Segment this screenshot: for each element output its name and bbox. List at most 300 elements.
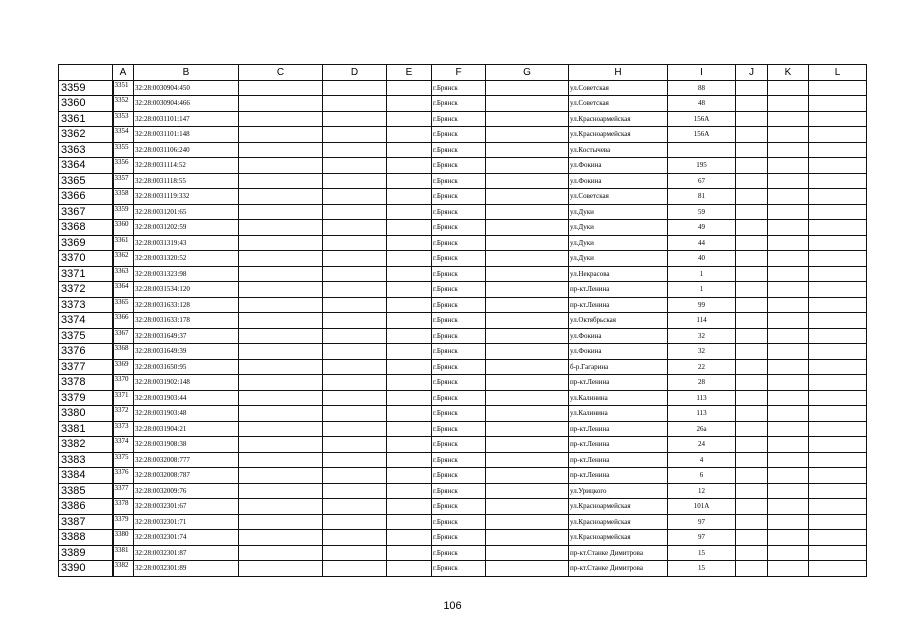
- row-number: 3365: [59, 173, 113, 189]
- cell-d: [323, 158, 387, 174]
- cell-d: [323, 406, 387, 422]
- cell-e: [387, 375, 432, 391]
- cell-a: 3353: [113, 111, 134, 127]
- cell-k: [768, 142, 809, 158]
- cell-b: 32:28:0031633:178: [134, 313, 239, 329]
- cell-l: [809, 235, 867, 251]
- cell-c: [239, 344, 323, 360]
- cell-d: [323, 390, 387, 406]
- row-number: 3387: [59, 514, 113, 530]
- cell-f: г.Брянск: [432, 313, 486, 329]
- cell-c: [239, 545, 323, 561]
- cell-d: [323, 80, 387, 96]
- cell-a: 3351: [113, 80, 134, 96]
- cell-d: [323, 266, 387, 282]
- cell-d: [323, 313, 387, 329]
- cell-e: [387, 282, 432, 298]
- cell-l: [809, 80, 867, 96]
- cell-j: [736, 220, 768, 236]
- cell-e: [387, 483, 432, 499]
- table-body: [59, 80, 867, 576]
- table-row: [59, 437, 867, 453]
- row-number: 3376: [59, 344, 113, 360]
- row-number: 3363: [59, 142, 113, 158]
- cell-g: [486, 189, 569, 205]
- cell-b: 32:28:0031902:148: [134, 375, 239, 391]
- cell-k: [768, 235, 809, 251]
- cell-l: [809, 204, 867, 220]
- cell-a: 3371: [113, 390, 134, 406]
- cell-b: 32:28:0031649:39: [134, 344, 239, 360]
- cell-c: [239, 359, 323, 375]
- cell-j: [736, 437, 768, 453]
- cell-i: 156А: [668, 127, 736, 143]
- cell-j: [736, 561, 768, 577]
- cell-l: [809, 111, 867, 127]
- cell-j: [736, 282, 768, 298]
- cell-a: 3368: [113, 344, 134, 360]
- cell-c: [239, 499, 323, 515]
- cell-h: ул.Костычева: [569, 142, 668, 158]
- cell-b: 32:28:0031114:52: [134, 158, 239, 174]
- cell-j: [736, 375, 768, 391]
- cell-j: [736, 390, 768, 406]
- cell-i: 113: [668, 390, 736, 406]
- cell-l: [809, 499, 867, 515]
- cell-b: 32:28:0032008:777: [134, 452, 239, 468]
- cell-g: [486, 80, 569, 96]
- cell-j: [736, 452, 768, 468]
- cell-a: 3358: [113, 189, 134, 205]
- column-header-row: [59, 65, 867, 81]
- cell-i: 4: [668, 452, 736, 468]
- cell-f: г.Брянск: [432, 514, 486, 530]
- cell-i: 48: [668, 96, 736, 112]
- cell-k: [768, 96, 809, 112]
- cell-i: 1: [668, 266, 736, 282]
- cell-h: пр-кт.Ленина: [569, 421, 668, 437]
- cell-d: [323, 530, 387, 546]
- cell-c: [239, 142, 323, 158]
- cell-k: [768, 344, 809, 360]
- cell-i: 1: [668, 282, 736, 298]
- table-row: [59, 545, 867, 561]
- cell-h: ул.Красноармейская: [569, 530, 668, 546]
- cell-i: 113: [668, 406, 736, 422]
- column-header-c: C: [239, 65, 323, 81]
- table-row: [59, 499, 867, 515]
- cell-g: [486, 468, 569, 484]
- cell-a: 3360: [113, 220, 134, 236]
- cell-i: 15: [668, 561, 736, 577]
- cell-c: [239, 406, 323, 422]
- cell-b: 32:28:0031202:59: [134, 220, 239, 236]
- row-number: 3366: [59, 189, 113, 205]
- cell-l: [809, 530, 867, 546]
- cell-f: г.Брянск: [432, 468, 486, 484]
- cell-l: [809, 359, 867, 375]
- cell-l: [809, 561, 867, 577]
- cell-e: [387, 452, 432, 468]
- cell-e: [387, 142, 432, 158]
- cell-l: [809, 468, 867, 484]
- cell-a: 3361: [113, 235, 134, 251]
- cell-g: [486, 375, 569, 391]
- cell-l: [809, 406, 867, 422]
- table-row: [59, 235, 867, 251]
- cell-a: 3380: [113, 530, 134, 546]
- cell-c: [239, 530, 323, 546]
- cell-h: ул.Дуки: [569, 251, 668, 267]
- table-row: [59, 251, 867, 267]
- table-row: [59, 189, 867, 205]
- cell-k: [768, 375, 809, 391]
- cell-k: [768, 297, 809, 313]
- cell-b: 32:28:0031119:332: [134, 189, 239, 205]
- table-row: [59, 173, 867, 189]
- cell-g: [486, 96, 569, 112]
- table-row: [59, 111, 867, 127]
- cell-b: 32:28:0031201:65: [134, 204, 239, 220]
- cell-g: [486, 328, 569, 344]
- cell-d: [323, 375, 387, 391]
- cell-c: [239, 421, 323, 437]
- cell-h: ул.Красноармейская: [569, 127, 668, 143]
- table-row: [59, 328, 867, 344]
- table-row: [59, 421, 867, 437]
- cell-d: [323, 545, 387, 561]
- cell-l: [809, 313, 867, 329]
- cell-k: [768, 266, 809, 282]
- cell-d: [323, 204, 387, 220]
- row-number: 3370: [59, 251, 113, 267]
- cell-a: 3378: [113, 499, 134, 515]
- cell-g: [486, 111, 569, 127]
- cell-i: 32: [668, 328, 736, 344]
- cell-d: [323, 235, 387, 251]
- cell-c: [239, 127, 323, 143]
- cell-i: 114: [668, 313, 736, 329]
- cell-e: [387, 80, 432, 96]
- cell-a: 3366: [113, 313, 134, 329]
- cell-d: [323, 514, 387, 530]
- cell-h: ул.Фокина: [569, 173, 668, 189]
- cell-g: [486, 359, 569, 375]
- cell-g: [486, 220, 569, 236]
- cell-f: г.Брянск: [432, 173, 486, 189]
- cell-j: [736, 111, 768, 127]
- cell-j: [736, 266, 768, 282]
- cell-l: [809, 297, 867, 313]
- cell-h: пр-кт.Ленина: [569, 375, 668, 391]
- cell-b: 32:28:0032301:87: [134, 545, 239, 561]
- cell-f: г.Брянск: [432, 530, 486, 546]
- cell-d: [323, 483, 387, 499]
- cell-g: [486, 514, 569, 530]
- cell-k: [768, 483, 809, 499]
- table-row: [59, 468, 867, 484]
- cell-i: 88: [668, 80, 736, 96]
- cell-a: 3372: [113, 406, 134, 422]
- table-row: [59, 220, 867, 236]
- cell-h: ул.Некрасова: [569, 266, 668, 282]
- cell-j: [736, 344, 768, 360]
- table-row: [59, 266, 867, 282]
- cell-j: [736, 127, 768, 143]
- cell-j: [736, 313, 768, 329]
- cell-a: 3379: [113, 514, 134, 530]
- cell-l: [809, 375, 867, 391]
- cell-b: 32:28:0030904:450: [134, 80, 239, 96]
- cell-f: г.Брянск: [432, 158, 486, 174]
- cell-e: [387, 514, 432, 530]
- cell-e: [387, 359, 432, 375]
- cell-c: [239, 235, 323, 251]
- cell-k: [768, 251, 809, 267]
- cell-i: 22: [668, 359, 736, 375]
- cell-k: [768, 220, 809, 236]
- cell-g: [486, 390, 569, 406]
- cell-f: г.Брянск: [432, 266, 486, 282]
- cell-i: 97: [668, 514, 736, 530]
- table-row: [59, 313, 867, 329]
- cell-k: [768, 452, 809, 468]
- table-row: [59, 96, 867, 112]
- table-row: [59, 282, 867, 298]
- cell-d: [323, 251, 387, 267]
- cell-g: [486, 204, 569, 220]
- cell-k: [768, 204, 809, 220]
- cell-k: [768, 80, 809, 96]
- row-number: 3378: [59, 375, 113, 391]
- cell-b: 32:28:0031323:98: [134, 266, 239, 282]
- cell-l: [809, 282, 867, 298]
- cell-k: [768, 545, 809, 561]
- cell-d: [323, 344, 387, 360]
- cell-f: г.Брянск: [432, 142, 486, 158]
- cell-l: [809, 437, 867, 453]
- cell-g: [486, 266, 569, 282]
- cell-c: [239, 266, 323, 282]
- cell-j: [736, 514, 768, 530]
- cell-g: [486, 313, 569, 329]
- cell-f: г.Брянск: [432, 406, 486, 422]
- cell-l: [809, 220, 867, 236]
- cell-c: [239, 375, 323, 391]
- cell-l: [809, 266, 867, 282]
- cell-f: г.Брянск: [432, 421, 486, 437]
- cell-a: 3354: [113, 127, 134, 143]
- cell-d: [323, 359, 387, 375]
- cell-e: [387, 421, 432, 437]
- row-number: 3372: [59, 282, 113, 298]
- column-header-h: H: [569, 65, 668, 81]
- cell-b: 32:28:0031118:55: [134, 173, 239, 189]
- cell-f: г.Брянск: [432, 344, 486, 360]
- cell-d: [323, 328, 387, 344]
- cell-d: [323, 142, 387, 158]
- cell-k: [768, 359, 809, 375]
- cell-c: [239, 483, 323, 499]
- row-number: 3375: [59, 328, 113, 344]
- cell-h: ул.Советская: [569, 189, 668, 205]
- table-row: [59, 483, 867, 499]
- cell-e: [387, 204, 432, 220]
- cell-f: г.Брянск: [432, 561, 486, 577]
- cell-d: [323, 96, 387, 112]
- cell-b: 32:28:0032301:67: [134, 499, 239, 515]
- cell-b: 32:28:0031633:128: [134, 297, 239, 313]
- cell-d: [323, 220, 387, 236]
- cell-i: 26а: [668, 421, 736, 437]
- cell-e: [387, 251, 432, 267]
- cell-f: г.Брянск: [432, 251, 486, 267]
- cell-i: [668, 142, 736, 158]
- cell-h: ул.Фокина: [569, 344, 668, 360]
- cell-j: [736, 142, 768, 158]
- cell-e: [387, 561, 432, 577]
- cell-f: г.Брянск: [432, 483, 486, 499]
- cell-i: 99: [668, 297, 736, 313]
- row-number: 3380: [59, 406, 113, 422]
- cell-g: [486, 297, 569, 313]
- cell-c: [239, 173, 323, 189]
- cell-a: 3355: [113, 142, 134, 158]
- cell-j: [736, 80, 768, 96]
- cell-c: [239, 220, 323, 236]
- cell-c: [239, 204, 323, 220]
- cell-a: 3370: [113, 375, 134, 391]
- cell-c: [239, 80, 323, 96]
- cell-j: [736, 468, 768, 484]
- cell-c: [239, 452, 323, 468]
- cell-g: [486, 282, 569, 298]
- row-number: 3369: [59, 235, 113, 251]
- cell-b: 32:28:0031649:37: [134, 328, 239, 344]
- table-row: [59, 80, 867, 96]
- table-row: [59, 142, 867, 158]
- cell-f: г.Брянск: [432, 359, 486, 375]
- row-number: 3368: [59, 220, 113, 236]
- cell-j: [736, 235, 768, 251]
- cell-j: [736, 499, 768, 515]
- cell-h: пр-кт.Станке Димитрова: [569, 561, 668, 577]
- cell-b: 32:28:0031903:48: [134, 406, 239, 422]
- cell-c: [239, 390, 323, 406]
- column-header-b: B: [134, 65, 239, 81]
- cell-c: [239, 561, 323, 577]
- cell-k: [768, 189, 809, 205]
- cell-e: [387, 344, 432, 360]
- cell-k: [768, 530, 809, 546]
- row-number: 3390: [59, 561, 113, 577]
- cell-c: [239, 158, 323, 174]
- cell-c: [239, 111, 323, 127]
- column-header-k: K: [768, 65, 809, 81]
- cell-h: ул.Октябрьская: [569, 313, 668, 329]
- row-number: 3373: [59, 297, 113, 313]
- cell-e: [387, 220, 432, 236]
- cell-f: г.Брянск: [432, 390, 486, 406]
- cell-l: [809, 483, 867, 499]
- cell-a: 3381: [113, 545, 134, 561]
- cell-i: 81: [668, 189, 736, 205]
- cell-k: [768, 111, 809, 127]
- cell-b: 32:28:0031101:148: [134, 127, 239, 143]
- cell-d: [323, 173, 387, 189]
- cell-a: 3364: [113, 282, 134, 298]
- row-number: 3364: [59, 158, 113, 174]
- table-row: [59, 359, 867, 375]
- cell-j: [736, 421, 768, 437]
- cell-e: [387, 158, 432, 174]
- row-number: 3362: [59, 127, 113, 143]
- cell-i: 28: [668, 375, 736, 391]
- cell-l: [809, 251, 867, 267]
- cell-a: 3374: [113, 437, 134, 453]
- cell-c: [239, 328, 323, 344]
- cell-e: [387, 328, 432, 344]
- cell-j: [736, 204, 768, 220]
- cell-c: [239, 251, 323, 267]
- cell-k: [768, 468, 809, 484]
- cell-f: г.Брянск: [432, 220, 486, 236]
- cell-b: 32:28:0031650:95: [134, 359, 239, 375]
- row-number: 3383: [59, 452, 113, 468]
- cell-e: [387, 437, 432, 453]
- cell-a: 3365: [113, 297, 134, 313]
- row-number: 3361: [59, 111, 113, 127]
- cell-e: [387, 468, 432, 484]
- cell-g: [486, 545, 569, 561]
- cell-f: г.Брянск: [432, 189, 486, 205]
- cell-l: [809, 127, 867, 143]
- cell-h: ул.Калинина: [569, 406, 668, 422]
- cell-l: [809, 173, 867, 189]
- cell-l: [809, 158, 867, 174]
- cell-i: 156А: [668, 111, 736, 127]
- table-row: [59, 452, 867, 468]
- cell-b: 32:28:0031101:147: [134, 111, 239, 127]
- cell-l: [809, 421, 867, 437]
- cell-a: 3377: [113, 483, 134, 499]
- column-header-a: A: [113, 65, 134, 81]
- cell-h: пр-кт.Ленина: [569, 297, 668, 313]
- cell-l: [809, 545, 867, 561]
- table-row: [59, 297, 867, 313]
- row-number: 3382: [59, 437, 113, 453]
- cell-a: 3357: [113, 173, 134, 189]
- cell-j: [736, 96, 768, 112]
- cell-d: [323, 452, 387, 468]
- cell-k: [768, 406, 809, 422]
- cell-h: ул.Калинина: [569, 390, 668, 406]
- cell-a: 3356: [113, 158, 134, 174]
- cell-b: 32:28:0031908:38: [134, 437, 239, 453]
- cell-g: [486, 344, 569, 360]
- cell-b: 32:28:0031903:44: [134, 390, 239, 406]
- cell-i: 97: [668, 530, 736, 546]
- cell-a: 3369: [113, 359, 134, 375]
- cell-a: 3375: [113, 452, 134, 468]
- cell-k: [768, 313, 809, 329]
- cell-g: [486, 158, 569, 174]
- cell-c: [239, 297, 323, 313]
- cell-e: [387, 297, 432, 313]
- cell-h: б-р.Гагарина: [569, 359, 668, 375]
- cell-f: г.Брянск: [432, 282, 486, 298]
- cell-e: [387, 189, 432, 205]
